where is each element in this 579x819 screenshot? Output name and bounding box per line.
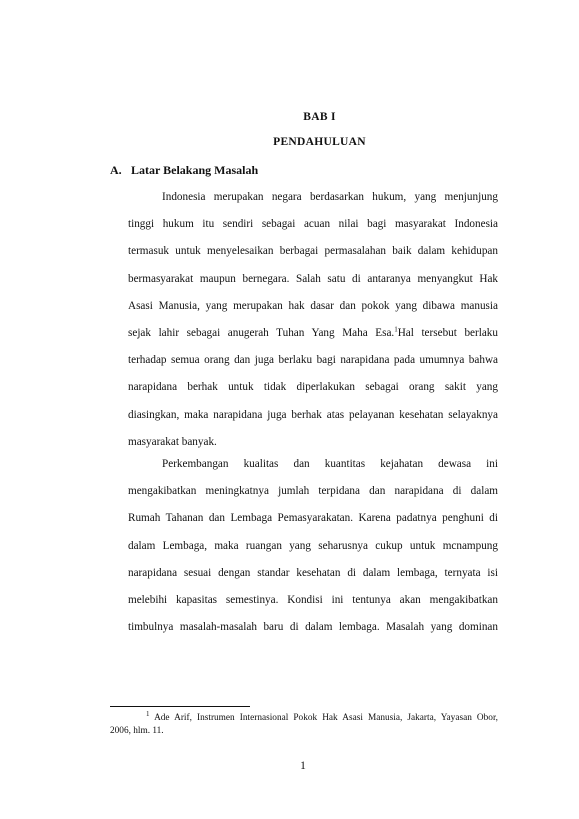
paragraph-line: masyarakat banyak.: [128, 435, 217, 448]
paragraph-line: tinggi hukum itu sendiri sebagai acuan nilai bagi masyarakat Indonesia: [128, 218, 498, 231]
paragraph-line: timbulnya masalah-masalah baru di dalam lembaga. Masalah yang dominan: [128, 621, 498, 634]
section-number: A.: [110, 163, 122, 177]
paragraph-line: terhadap semua orang dan juga berlaku bagi narapidana pada umumnya bahwa: [128, 354, 498, 367]
paragraph-line-text: sejak lahir sebagai anugerah Tuhan Yang Maha Esa.: [128, 326, 395, 339]
paragraph-line-with-footnote: [128, 320, 498, 347]
paragraph-line: bermasyarakat maupun bernegara. Salah satu di antaranya menyangkut Hak: [128, 272, 498, 285]
section-heading: [110, 163, 258, 178]
paragraph-line: narapidana sesuai dengan standar kesehatan di dalam lembaga, ternyata isi: [128, 566, 498, 579]
paragraph-line: melebihi kapasitas semestinya. Kondisi ini tentunya akan mengakibatkan: [128, 593, 498, 606]
footnote: [110, 709, 498, 738]
paragraph-line: termasuk untuk menyelesaikan berbagai permasalahan baik dalam kehidupan: [128, 245, 498, 258]
footnote-separator: [110, 706, 250, 707]
paragraph-line: dalam Lembaga, maka ruangan yang seharusnya cukup untuk mcnampung: [128, 539, 498, 552]
footnote-line: 2006, hlm. 11.: [110, 726, 164, 736]
paragraph-line: Asasi Manusia, yang merupakan hak dasar dan pokok yang dibawa manusia: [128, 299, 498, 312]
paragraph-line: narapidana berhak untuk tidak diperlakukan sebagai orang sakit yang: [128, 381, 498, 394]
paragraph-line: Indonesia merupakan negara berdasarkan hukum, yang menjunjung: [162, 191, 498, 203]
paragraph-1: [128, 184, 498, 456]
paragraph-2: [128, 451, 498, 641]
footnote-text: Ade Arif, Instrumen Internasional Pokok Hak Asasi Manusia, Jakarta, Yayasan Obor,: [154, 713, 498, 723]
paragraph-line: Perkembangan kualitas dan kuantitas kejahatan dewasa ini: [162, 458, 498, 470]
paragraph-line: Rumah Tahanan dan Lembaga Pemasyarakatan. Karena padatnya penghuni di: [128, 512, 498, 525]
page-number: 1: [300, 760, 306, 772]
section-title: Latar Belakang Masalah: [131, 163, 259, 177]
footnote-line: [110, 709, 498, 725]
paragraph-line: diasingkan, maka narapidana juga berhak atas pelayanan kesehatan selayaknya: [128, 408, 498, 421]
paragraph-line: mengakibatkan meningkatnya jumlah terpidana dan narapidana di dalam: [128, 485, 498, 498]
paragraph-line-continuation: Hal tersebut berlaku: [397, 326, 498, 339]
chapter-title: PENDAHULUAN: [273, 136, 366, 148]
footnote-reference: 1: [394, 325, 398, 334]
chapter-label: BAB I: [303, 111, 336, 123]
footnote-number: 1: [146, 709, 150, 718]
